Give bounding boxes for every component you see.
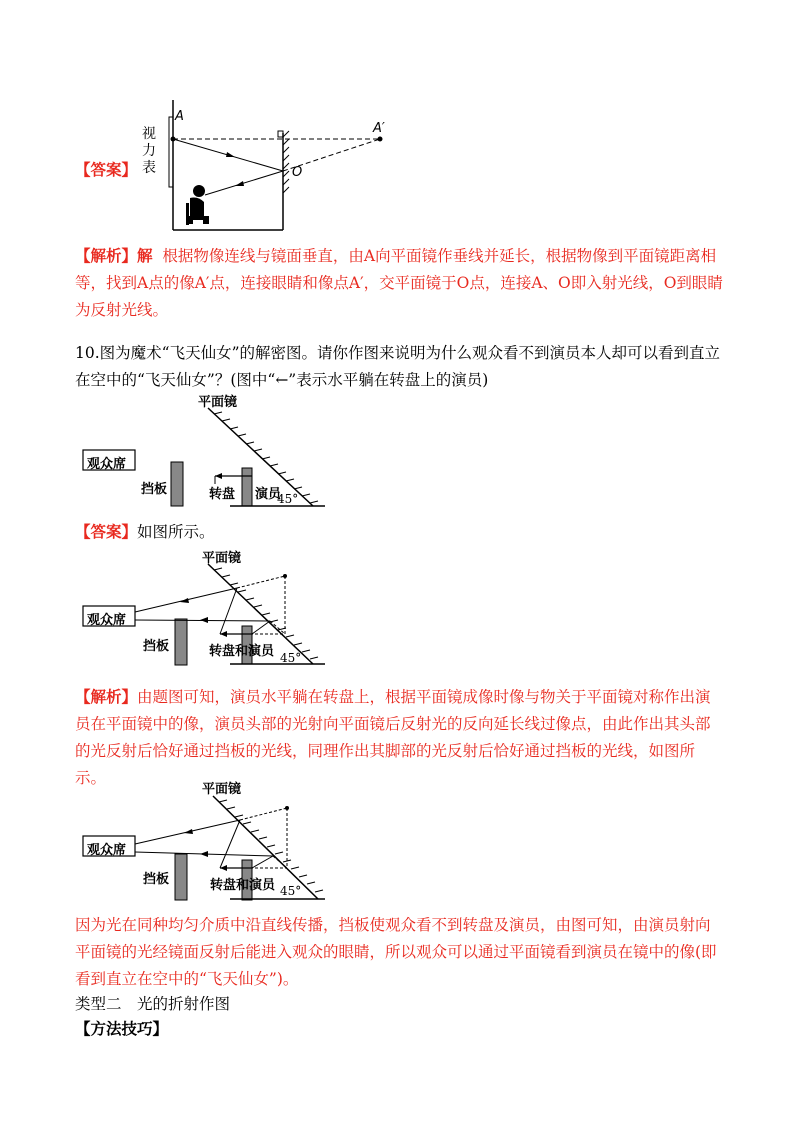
point-o-label: O [292,165,303,180]
turntable-actor-label-3: 转盘和演员 [210,878,276,893]
analysis-strong-q9: 解 [137,246,153,265]
answer-text-q10: 如图所示。 [137,523,215,541]
audience-label-1: 观众席 [87,457,127,472]
answer-figure [80,546,340,671]
eye-chart-label: 视力表 [142,126,156,176]
analysis-text-q10: 由题图可知，演员水平躺在转盘上，根据平面镜成像时像与物关于平面镜对称作出演员在平面镜中的像，演员头部的光射向平面镜后反射光的反向延长线过像点，由此作出其头部的光反射后恰好通过挡板的光线，同理作出其脚部的光反射后恰好通过挡板的光线，如图所示。 [75,688,711,787]
mirror-label-1: 平面镜 [198,395,238,410]
mirror-label-2: 平面镜 [202,551,242,566]
analysis-q9 [75,242,725,324]
answer-label-q9: 【答案】 [75,160,138,179]
point-a-image-label: A′ [373,121,385,136]
mirror-reflection-figure [135,95,395,235]
magic-trick-figure [80,390,340,515]
angle-label-2: 45° [280,651,302,665]
answer-label-q10: 【答案】 [75,522,138,541]
audience-label-2: 观众席 [87,613,127,628]
conclusion-q10: 因为光在同种均匀介质中沿直线传播，挡板使观众看不到转盘及演员，由图可知，由演员射向平面镜的光经镜面反射后能进入观众的眼睛，所以观众可以通过平面镜看到演员在镜中的像(即看到直立在空中的“飞天仙女”)。 [75,916,717,988]
angle-label-3: 45° [280,884,302,898]
mirror-label-3: 平面镜 [202,782,242,797]
baffle-label-1: 挡板 [141,482,168,497]
section-title: 类型二 光的折射作图 [75,995,231,1013]
analysis-text-q9: 根据物像连线与镜面垂直，由A向平面镜作垂线并延长，根据物像到平面镜距离相等，找到A点的像A′点，连接眼睛和像点A′，交平面镜于O点，连接A、O即入射光线，O到眼睛为反射光线。 [75,247,723,319]
turntable-actor-label-2: 转盘和演员 [209,644,275,659]
baffle-label-3: 挡板 [143,872,170,887]
figure-drawing [135,95,395,235]
point-a-label: A [175,109,184,124]
actor-label-1: 演员 [255,487,282,502]
analysis-label-q9: 【解析】 [75,246,138,265]
analysis-label-q10: 【解析】 [75,687,138,706]
audience-label-3: 观众席 [87,843,127,858]
answer-q10 [75,520,215,542]
angle-label-1: 45° [277,492,299,506]
baffle-label-2: 挡板 [143,639,170,654]
analysis-figure [80,776,340,901]
question-10: 10.图为魔术“飞天仙女”的解密图。请你作图来说明为什么观众看不到演员本人却可以看到直立在空中的“飞天仙女”？(图中“←”表示水平躺在转盘上的演员) [75,344,721,389]
turntable-label-1: 转盘 [209,487,236,502]
method-label: 【方法技巧】 [75,1019,169,1038]
